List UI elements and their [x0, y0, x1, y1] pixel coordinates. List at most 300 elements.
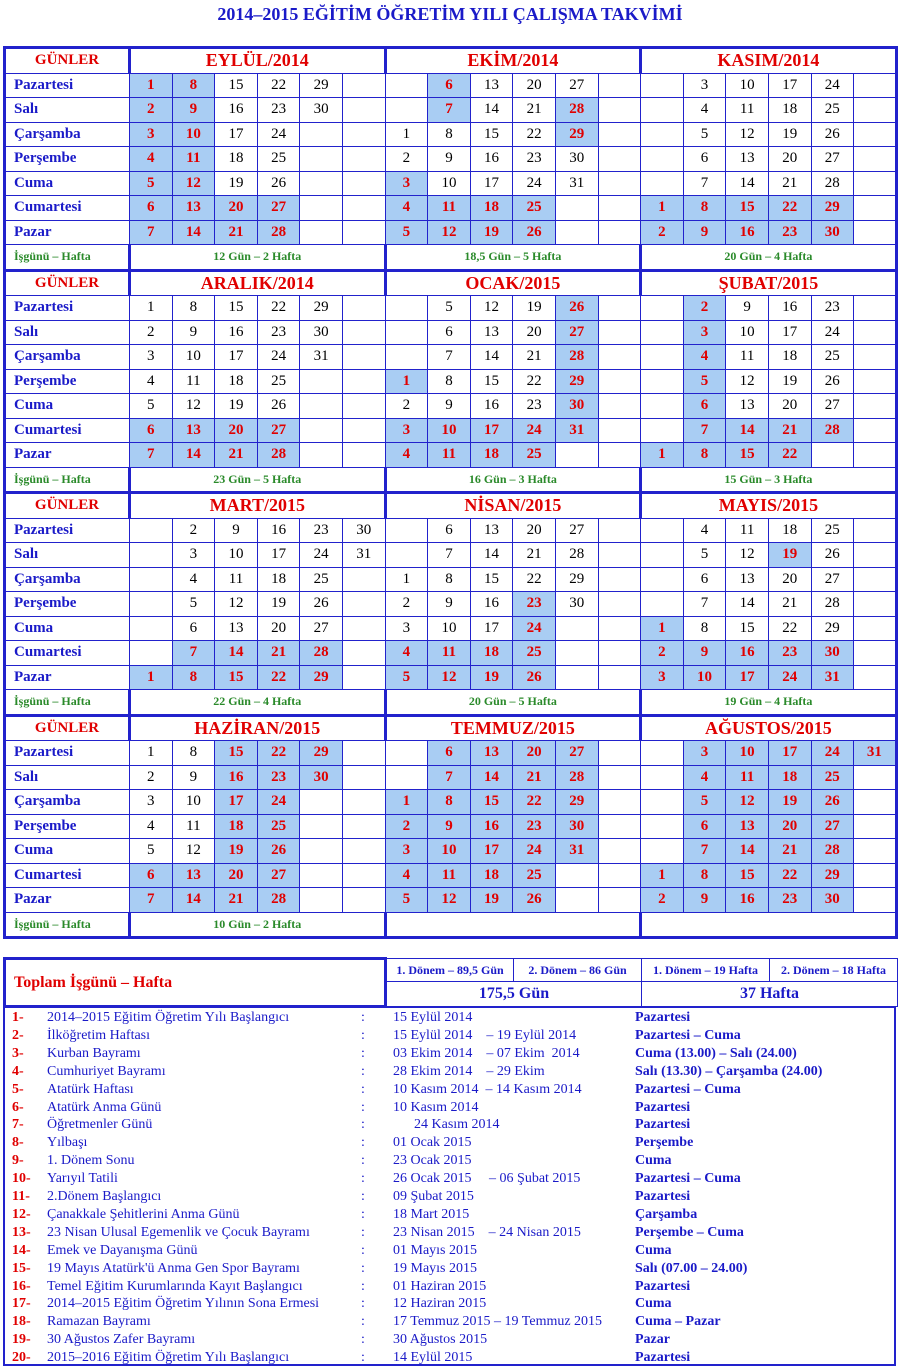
day-cell: [300, 220, 343, 245]
day-cell: 7: [130, 220, 173, 245]
day-cell: 29: [811, 196, 854, 221]
event-number: 5-: [12, 1081, 24, 1097]
month-workdays: [641, 912, 897, 938]
day-cell: [130, 518, 173, 543]
day-cell: [342, 345, 385, 370]
day-cell: 31: [555, 171, 598, 196]
event-number: 7-: [12, 1117, 24, 1133]
month-workdays: [385, 912, 641, 938]
day-name: Çarşamba: [5, 567, 130, 592]
day-cell: [598, 394, 641, 419]
day-name: Salı: [5, 320, 130, 345]
day-cell: 1: [130, 73, 173, 98]
day-cell: 21: [513, 765, 556, 790]
event-date: 01 Haziran 2015: [393, 1278, 487, 1294]
day-cell: 3: [683, 73, 726, 98]
day-cell: 27: [257, 418, 300, 443]
day-cell: 16: [470, 147, 513, 172]
day-cell: 20: [513, 320, 556, 345]
day-cell: 19: [768, 543, 811, 568]
day-cell: [342, 394, 385, 419]
day-cell: 18: [470, 863, 513, 888]
day-cell: 6: [130, 418, 173, 443]
day-cell: 1: [641, 443, 684, 468]
day-cell: 12: [172, 394, 215, 419]
day-cell: 14: [172, 888, 215, 913]
day-cell: 4: [385, 196, 428, 221]
event-description: 2014–2015 Eğitim Öğretim Yılının Sona Ermesi: [47, 1296, 320, 1312]
day-cell: 24: [513, 418, 556, 443]
event-description: 2.Dönem Başlangıcı: [47, 1189, 162, 1204]
event-colon: :: [361, 1189, 365, 1204]
day-cell: 11: [428, 443, 471, 468]
event-number: 17-: [12, 1296, 31, 1312]
event-description: İlköğretim Haftası: [47, 1027, 151, 1043]
events-list: [3, 1006, 896, 1366]
day-cell: 17: [470, 418, 513, 443]
day-cell: 16: [768, 296, 811, 321]
day-cell: 10: [428, 616, 471, 641]
day-cell: 23: [257, 320, 300, 345]
day-cell: 5: [385, 220, 428, 245]
day-cell: [854, 888, 897, 913]
event-number: 2-: [12, 1027, 24, 1043]
day-cell: 7: [172, 641, 215, 666]
day-cell: 17: [215, 790, 258, 815]
day-cell: 24: [257, 345, 300, 370]
day-cell: 12: [470, 296, 513, 321]
day-cell: 30: [342, 518, 385, 543]
day-cell: 10: [172, 345, 215, 370]
day-cell: [854, 814, 897, 839]
day-cell: [854, 394, 897, 419]
month-workdays: 20 Gün – 4 Hafta: [641, 245, 897, 271]
day-cell: 10: [726, 741, 769, 766]
event-weekday: Pazartesi – Cuma: [635, 1027, 741, 1043]
day-cell: [342, 171, 385, 196]
day-cell: [854, 616, 897, 641]
day-cell: 25: [300, 567, 343, 592]
day-cell: 18: [215, 147, 258, 172]
event-row: [5, 1081, 894, 1099]
day-cell: [598, 122, 641, 147]
event-colon: :: [361, 1332, 365, 1348]
day-cell: [300, 171, 343, 196]
day-cell: 28: [257, 220, 300, 245]
event-row: [5, 1099, 894, 1117]
event-date: 01 Mayıs 2015: [393, 1242, 477, 1258]
day-cell: 25: [257, 369, 300, 394]
day-cell: 28: [811, 592, 854, 617]
page-title: 2014–2015 EĞİTİM ÖĞRETİM YILI ÇALIŞMA TAKVİMİ: [217, 4, 683, 24]
day-cell: [342, 888, 385, 913]
day-cell: 7: [683, 592, 726, 617]
day-cell: 22: [257, 665, 300, 690]
day-cell: [854, 543, 897, 568]
day-name: Pazartesi: [5, 741, 130, 766]
day-cell: 31: [811, 665, 854, 690]
day-cell: 20: [513, 518, 556, 543]
day-cell: 2: [385, 814, 428, 839]
day-cell: 2: [385, 394, 428, 419]
day-cell: [598, 814, 641, 839]
day-cell: 7: [428, 543, 471, 568]
event-row: [5, 1278, 894, 1296]
day-cell: [641, 98, 684, 123]
day-cell: 31: [555, 839, 598, 864]
day-cell: 9: [172, 320, 215, 345]
event-date: 14 Eylül 2015: [393, 1350, 473, 1366]
day-cell: 25: [513, 863, 556, 888]
term1-weeks: 1. Dönem – 19 Hafta: [642, 959, 770, 982]
day-cell: 10: [172, 790, 215, 815]
day-cell: 20: [215, 863, 258, 888]
event-weekday: Çarşamba: [635, 1206, 698, 1222]
event-number: 14-: [12, 1242, 31, 1258]
day-name: Cumartesi: [5, 196, 130, 221]
day-cell: 8: [683, 616, 726, 641]
day-cell: 10: [428, 171, 471, 196]
day-cell: [854, 296, 897, 321]
day-cell: 30: [811, 220, 854, 245]
day-cell: 6: [130, 196, 173, 221]
day-cell: 15: [215, 73, 258, 98]
day-cell: 17: [470, 839, 513, 864]
day-cell: [854, 790, 897, 815]
day-cell: 7: [683, 839, 726, 864]
day-cell: [300, 418, 343, 443]
workday-label: İşgünü – Hafta: [5, 690, 130, 716]
day-cell: 12: [172, 839, 215, 864]
month-title: OCAK/2015: [385, 270, 641, 296]
day-cell: 22: [257, 296, 300, 321]
day-cell: 15: [470, 369, 513, 394]
event-number: 19-: [12, 1332, 31, 1348]
day-cell: 18: [768, 765, 811, 790]
day-cell: 9: [428, 147, 471, 172]
event-row: [5, 1188, 894, 1206]
event-row: [5, 1349, 894, 1367]
day-cell: [641, 790, 684, 815]
day-cell: [598, 567, 641, 592]
day-cell: 29: [555, 790, 598, 815]
day-cell: [342, 616, 385, 641]
day-cell: 6: [683, 814, 726, 839]
term2-days: 2. Dönem – 86 Gün: [514, 959, 642, 982]
day-cell: 11: [428, 863, 471, 888]
day-cell: [854, 863, 897, 888]
day-cell: 23: [513, 394, 556, 419]
day-cell: 19: [470, 888, 513, 913]
day-cell: 6: [428, 741, 471, 766]
day-cell: 25: [513, 196, 556, 221]
event-row: [5, 1027, 894, 1045]
day-cell: 10: [726, 320, 769, 345]
day-cell: 13: [172, 418, 215, 443]
event-weekday: Perşembe – Cuma: [635, 1224, 744, 1240]
day-cell: [342, 863, 385, 888]
total-days: 175,5 Gün: [386, 982, 642, 1007]
event-description: Yarıyıl Tatili: [47, 1171, 118, 1187]
event-weekday: Salı (13.30) – Çarşamba (24.00): [635, 1063, 823, 1079]
day-name: Cuma: [5, 616, 130, 641]
day-cell: 7: [130, 888, 173, 913]
day-cell: 6: [683, 394, 726, 419]
day-cell: [598, 418, 641, 443]
month-workdays: 18,5 Gün – 5 Hafta: [385, 245, 641, 271]
event-row: [5, 1134, 894, 1152]
event-colon: :: [361, 1242, 365, 1258]
day-cell: 25: [513, 443, 556, 468]
day-cell: 10: [215, 543, 258, 568]
day-cell: 21: [768, 418, 811, 443]
day-cell: 23: [257, 98, 300, 123]
day-cell: 13: [172, 196, 215, 221]
day-cell: 24: [513, 839, 556, 864]
day-cell: 28: [811, 171, 854, 196]
day-name: Pazartesi: [5, 518, 130, 543]
day-cell: 24: [513, 171, 556, 196]
event-colon: :: [361, 1171, 365, 1187]
day-cell: 18: [768, 98, 811, 123]
day-cell: [854, 320, 897, 345]
day-cell: 21: [513, 345, 556, 370]
day-cell: [598, 73, 641, 98]
event-description: 2015–2016 Eğitim Öğretim Yılı Başlangıcı: [47, 1350, 290, 1366]
day-cell: 15: [470, 122, 513, 147]
day-cell: [342, 320, 385, 345]
event-weekday: Pazartesi – Cuma: [635, 1171, 741, 1187]
day-cell: [598, 741, 641, 766]
event-weekday: Perşembe: [635, 1135, 694, 1151]
day-cell: [854, 73, 897, 98]
day-cell: 21: [768, 171, 811, 196]
day-cell: 6: [683, 147, 726, 172]
day-cell: 11: [215, 567, 258, 592]
day-cell: [641, 369, 684, 394]
day-cell: [342, 814, 385, 839]
day-cell: 25: [811, 765, 854, 790]
event-description: 30 Ağustos Zafer Bayramı: [47, 1332, 196, 1348]
calendar-table: [3, 46, 898, 939]
day-cell: 27: [811, 814, 854, 839]
day-cell: [598, 790, 641, 815]
day-cell: 21: [513, 543, 556, 568]
day-cell: 9: [428, 394, 471, 419]
day-cell: [641, 765, 684, 790]
day-cell: [641, 839, 684, 864]
day-cell: 1: [130, 296, 173, 321]
day-cell: 7: [683, 418, 726, 443]
day-cell: 23: [768, 220, 811, 245]
day-cell: 1: [385, 122, 428, 147]
day-cell: 13: [470, 518, 513, 543]
day-cell: 13: [726, 567, 769, 592]
day-cell: 11: [428, 196, 471, 221]
day-cell: 15: [470, 790, 513, 815]
day-cell: 13: [470, 741, 513, 766]
day-cell: 6: [130, 863, 173, 888]
day-cell: 4: [130, 814, 173, 839]
day-cell: 7: [130, 443, 173, 468]
day-cell: [300, 122, 343, 147]
day-cell: [598, 220, 641, 245]
event-date: 15 Eylül 2014: [393, 1010, 473, 1025]
day-cell: 29: [555, 122, 598, 147]
event-number: 6-: [12, 1099, 24, 1115]
day-cell: [385, 98, 428, 123]
day-name: Cuma: [5, 171, 130, 196]
day-cell: 2: [641, 220, 684, 245]
event-colon: :: [361, 1045, 365, 1061]
day-cell: [641, 122, 684, 147]
day-cell: 16: [215, 320, 258, 345]
day-cell: [641, 543, 684, 568]
event-colon: :: [361, 1260, 365, 1276]
day-cell: [385, 296, 428, 321]
day-cell: 4: [683, 98, 726, 123]
event-date: 15 Eylül 2014 – 19 Eylül 2014: [393, 1027, 577, 1043]
day-cell: 23: [513, 592, 556, 617]
day-cell: [854, 567, 897, 592]
month-title: ARALIK/2014: [130, 270, 386, 296]
day-cell: 22: [513, 790, 556, 815]
month-workdays: 15 Gün – 3 Hafta: [641, 467, 897, 493]
days-header: GÜNLER: [5, 493, 130, 519]
day-cell: 14: [726, 592, 769, 617]
day-cell: 18: [470, 196, 513, 221]
event-weekday: Pazar: [635, 1332, 670, 1348]
day-cell: [641, 814, 684, 839]
day-cell: [598, 543, 641, 568]
day-cell: 1: [130, 741, 173, 766]
day-cell: [300, 839, 343, 864]
day-cell: [598, 320, 641, 345]
day-cell: 25: [257, 814, 300, 839]
day-cell: [598, 888, 641, 913]
total-weeks: 37 Hafta: [642, 982, 898, 1007]
day-cell: 5: [130, 171, 173, 196]
event-number: 16-: [12, 1278, 31, 1294]
day-cell: 8: [428, 122, 471, 147]
day-cell: 26: [513, 665, 556, 690]
day-cell: 25: [811, 518, 854, 543]
day-cell: 3: [641, 665, 684, 690]
day-cell: 21: [215, 220, 258, 245]
event-number: 15-: [12, 1260, 31, 1276]
day-cell: [130, 641, 173, 666]
day-cell: [854, 518, 897, 543]
event-weekday: Cuma: [635, 1296, 672, 1312]
day-cell: 28: [555, 345, 598, 370]
day-cell: 29: [555, 369, 598, 394]
day-name: Perşembe: [5, 814, 130, 839]
day-cell: 22: [513, 122, 556, 147]
day-cell: 17: [470, 616, 513, 641]
day-cell: 29: [300, 665, 343, 690]
day-cell: 17: [768, 320, 811, 345]
day-cell: 13: [470, 320, 513, 345]
day-cell: [385, 741, 428, 766]
event-description: 19 Mayıs Atatürk'ü Anma Gen Spor Bayramı: [47, 1260, 300, 1276]
event-date: 01 Ocak 2015: [393, 1135, 472, 1151]
day-cell: 5: [130, 394, 173, 419]
workday-label: İşgünü – Hafta: [5, 912, 130, 938]
day-cell: 18: [257, 567, 300, 592]
day-cell: [598, 665, 641, 690]
event-date: 19 Mayıs 2015: [393, 1260, 477, 1276]
event-colon: :: [361, 1027, 365, 1043]
day-cell: 27: [555, 320, 598, 345]
day-cell: [342, 196, 385, 221]
day-cell: 24: [811, 320, 854, 345]
month-title: EKİM/2014: [385, 48, 641, 74]
day-cell: 22: [257, 741, 300, 766]
day-cell: 3: [385, 839, 428, 864]
day-cell: [641, 418, 684, 443]
day-cell: 27: [811, 394, 854, 419]
term2-weeks: 2. Dönem – 18 Hafta: [770, 959, 898, 982]
day-name: Çarşamba: [5, 790, 130, 815]
month-title: TEMMUZ/2015: [385, 715, 641, 741]
day-cell: 16: [470, 592, 513, 617]
day-cell: 23: [768, 641, 811, 666]
day-cell: 3: [130, 122, 173, 147]
day-cell: [130, 543, 173, 568]
day-cell: 30: [555, 592, 598, 617]
day-cell: 10: [428, 418, 471, 443]
day-cell: 9: [172, 765, 215, 790]
event-description: 23 Nisan Ulusal Egemenlik ve Çocuk Bayramı: [47, 1224, 310, 1240]
day-cell: 3: [385, 418, 428, 443]
day-cell: 26: [555, 296, 598, 321]
day-cell: 19: [513, 296, 556, 321]
day-cell: 4: [172, 567, 215, 592]
day-cell: 14: [470, 98, 513, 123]
month-title: ŞUBAT/2015: [641, 270, 897, 296]
day-cell: 26: [811, 543, 854, 568]
day-cell: [342, 567, 385, 592]
day-cell: 19: [768, 790, 811, 815]
day-cell: [598, 641, 641, 666]
event-colon: :: [361, 1099, 365, 1115]
day-cell: 13: [726, 147, 769, 172]
day-name: Perşembe: [5, 147, 130, 172]
day-cell: 3: [385, 616, 428, 641]
day-cell: 2: [683, 296, 726, 321]
day-name: Cuma: [5, 839, 130, 864]
day-cell: [641, 345, 684, 370]
day-cell: 14: [215, 641, 258, 666]
day-cell: 4: [385, 863, 428, 888]
day-cell: 4: [130, 369, 173, 394]
day-cell: [641, 592, 684, 617]
day-cell: 20: [768, 147, 811, 172]
day-cell: [854, 765, 897, 790]
day-cell: [641, 147, 684, 172]
day-cell: 13: [215, 616, 258, 641]
day-cell: 28: [300, 641, 343, 666]
day-cell: 16: [726, 641, 769, 666]
day-cell: [342, 741, 385, 766]
day-cell: [555, 616, 598, 641]
day-cell: 26: [811, 790, 854, 815]
day-cell: 10: [172, 122, 215, 147]
day-cell: [854, 665, 897, 690]
day-cell: 28: [555, 765, 598, 790]
workday-label: İşgünü – Hafta: [5, 467, 130, 493]
day-cell: 31: [555, 418, 598, 443]
